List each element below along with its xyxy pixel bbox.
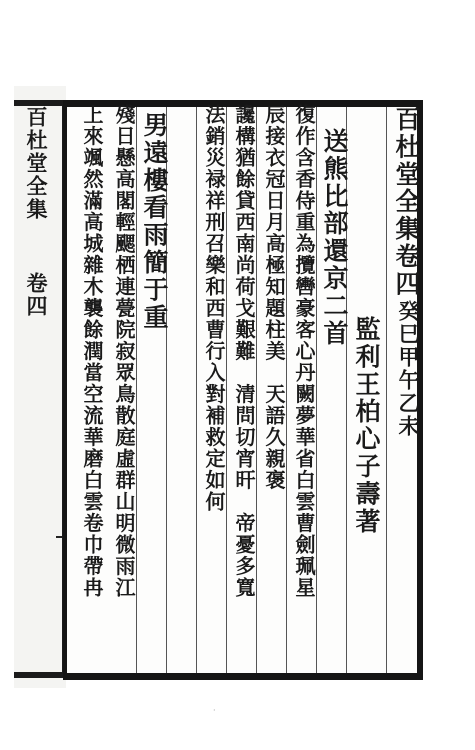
previous-page-header: 百杜堂全集 — [24, 106, 49, 221]
column-rule — [196, 107, 197, 673]
poem-title-2: 男遠樓看雨簡于重 — [140, 112, 169, 332]
previous-page-bottom-rule — [14, 672, 66, 678]
text-line-5: 殘日懸高閣輕颸栖連甍院寂眾鳥散庭虛群山明微雨江 — [112, 104, 136, 599]
fold-mark — [56, 536, 62, 538]
year-note: 癸巳甲午乙未 — [396, 300, 421, 438]
poem-title: 送熊比部還京二首 — [320, 128, 349, 348]
editor-credit: 監利王柏心子壽著 — [352, 316, 381, 536]
previous-page-edge — [14, 86, 66, 688]
text-line-6: 上來颯然滿高城雜木襲餘潤當空流華磨白雲卷巾帶冉 — [80, 104, 104, 599]
text-line-2: 辰接衣冠日月高極知題柱美 天語久親褒 — [262, 104, 286, 491]
page-speck: · — [213, 706, 216, 715]
book-title: 百杜堂全集卷四 — [392, 106, 421, 298]
text-line-4: 法銷災禄祥刑召樂和西曹行入對補救定如何 — [202, 104, 226, 513]
previous-page-volume: 卷四 — [24, 272, 49, 318]
column-rule — [386, 107, 387, 673]
text-line-3: 讒構猶餘貸西南尚荷戈艱難 清問切宵旰 帝憂多寬 — [232, 104, 256, 599]
text-line-1: 復作含香侍重為攬轡豪客心丹闕夢華省白雲曹劍珮星 — [292, 104, 316, 599]
